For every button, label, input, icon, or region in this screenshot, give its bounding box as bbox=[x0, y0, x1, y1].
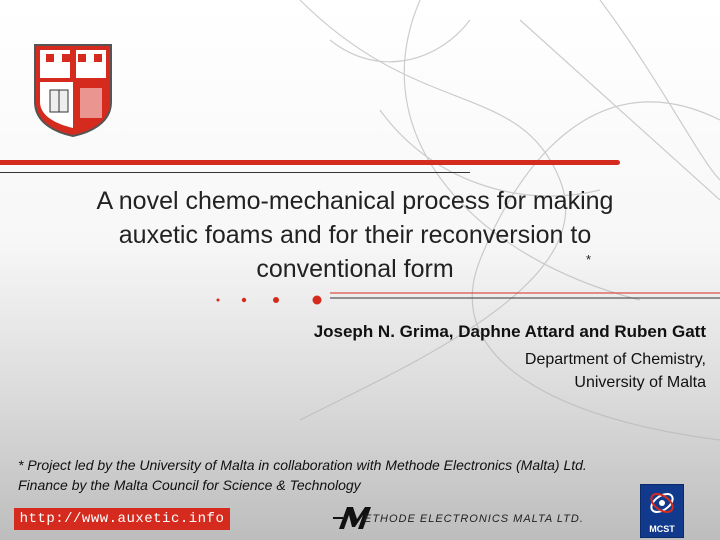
accent-rule bbox=[0, 160, 620, 165]
authors: Joseph N. Grima, Daphne Attard and Ruben Gatt bbox=[313, 322, 706, 341]
decorative-dots bbox=[0, 290, 720, 310]
sponsor-logo-text: ETHODE ELECTRONICS MALTA LTD. bbox=[364, 513, 584, 525]
title-footnote-marker: * bbox=[586, 252, 592, 267]
department-line-1: Department of Chemistry, bbox=[524, 351, 706, 368]
divider-line bbox=[0, 172, 470, 173]
footnote bbox=[18, 455, 587, 495]
footnote-line-1: * Project led by the University of Malta in collaboration with Methode Electronics (Malta) Ltd. bbox=[18, 457, 587, 473]
title-line-1: A novel chemo-mechanical process for making bbox=[96, 187, 614, 215]
mcst-logo-icon bbox=[640, 484, 684, 538]
slide-title bbox=[40, 184, 670, 286]
council-logo-text: MCST bbox=[649, 524, 675, 534]
university-crest-icon bbox=[32, 42, 114, 138]
mcst-symbol-icon bbox=[641, 485, 683, 523]
department bbox=[525, 348, 706, 394]
website-link[interactable]: http://www.auxetic.info bbox=[14, 508, 230, 530]
department-line-2: University of Malta bbox=[574, 374, 706, 391]
footnote-line-2: Finance by the Malta Council for Science & Technology bbox=[18, 477, 361, 493]
title-line-2: auxetic foams and for their reconversion to bbox=[118, 221, 592, 249]
title-line-3: conventional form bbox=[256, 255, 454, 283]
